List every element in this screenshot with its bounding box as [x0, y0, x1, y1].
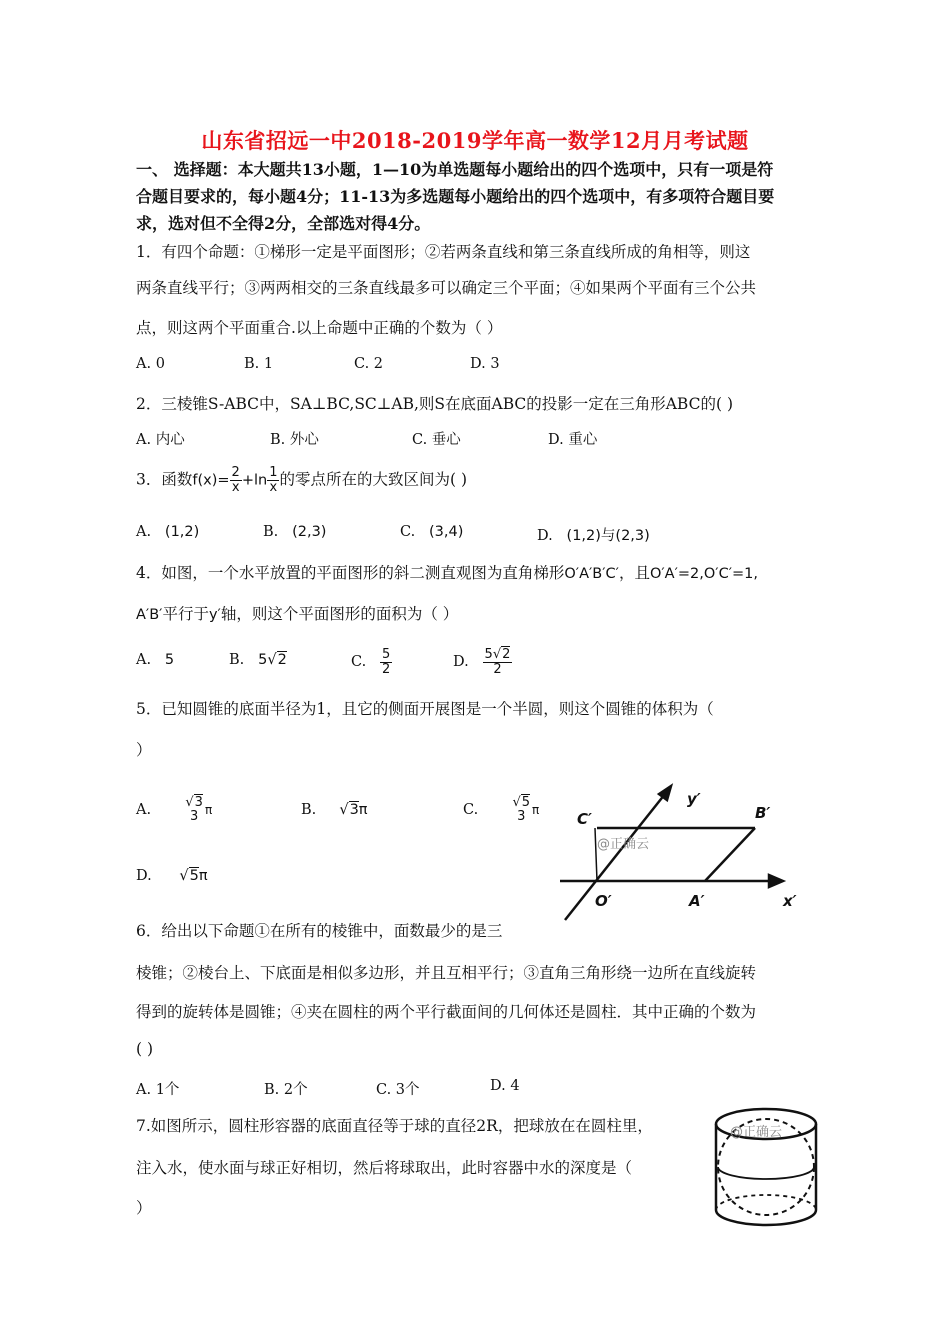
q4-option-a	[136, 652, 174, 668]
q4-option-a-label: A.	[136, 652, 152, 668]
q4-option-d-frac	[483, 648, 513, 677]
q5-line1: 5．已知圆锥的底面半径为1，且它的侧面开展图是一个半圆，则这个圆锥的体积为（	[136, 700, 714, 718]
q3-option-a-value: (1,2)	[164, 524, 200, 540]
q1-option-d: D. 3	[470, 356, 500, 372]
q3-option-d-value: (1,2)与(2,3)	[566, 528, 650, 544]
q3-option-c-value: (3,4)	[429, 524, 464, 540]
q4-option-c-num: 5	[382, 646, 391, 662]
q3-option-c	[400, 524, 463, 540]
edge-ba	[705, 828, 755, 881]
sqrt-icon: √	[339, 802, 349, 818]
q4-option-d-label: D.	[453, 654, 469, 670]
q3-line1	[136, 466, 467, 495]
q2-option-b: B. 外心	[270, 432, 319, 448]
q6-line2: 棱锥；②棱台上、下底面是相似多边形，并且互相平行；③直角三角形绕一边所在直线旋转	[136, 964, 757, 982]
sphere-equator	[718, 1167, 814, 1179]
label-b: B′	[755, 804, 771, 822]
q4-condition: O′A′=2,O′C′=1,	[649, 566, 758, 582]
q5-option-a-frac	[183, 796, 205, 824]
label-a: A′	[689, 892, 705, 910]
figure-trapezoid	[555, 780, 815, 930]
q4-option-c-den: 2	[382, 661, 391, 677]
watermark-2: @正确云	[730, 1125, 783, 1140]
q5-option-b-root: 3	[349, 802, 359, 818]
q4-option-d-num-coef: 5	[484, 646, 493, 662]
q5-option-c-num: √5	[512, 795, 531, 810]
q5-option-c-pi: π	[532, 803, 540, 817]
q4-line1-mid: ，且	[618, 564, 650, 582]
q5-option-b	[301, 796, 368, 818]
q5-option-a-root: 3	[194, 795, 203, 810]
q1-option-a: A. 0	[136, 356, 165, 372]
q4-option-b-value: 5	[258, 652, 268, 668]
q3-plus-ln: +ln	[241, 472, 268, 489]
q7-line3: ）	[136, 1199, 152, 1217]
q4-line2-text: 平行于	[162, 605, 209, 623]
page-title: 山东省招远一中2018-2019学年高一数学12月月考试题	[201, 128, 749, 153]
q4-option-d-num: 5√2	[484, 646, 511, 662]
q5-option-d-pi: π	[198, 868, 208, 884]
label-x: x′	[783, 892, 797, 910]
q7-line1: 7.如图所示，圆柱形容器的底面直径等于球的直径2R，把球放在在圆柱里，	[136, 1117, 653, 1135]
q1-line3: 点，则这两个平面重合.以上命题中正确的个数为（ ）	[136, 319, 503, 337]
q4-segment-ab: A′B′	[136, 607, 163, 623]
q6-option-b: B. 2个	[264, 1082, 308, 1098]
q3-frac1-den: x	[231, 480, 240, 495]
q5-option-b-pi: π	[358, 802, 368, 818]
q5-option-a-pi: π	[204, 803, 213, 817]
q3-option-a	[136, 524, 199, 540]
q3-frac1-num: 2	[231, 465, 240, 480]
q5-option-a	[136, 776, 212, 824]
q4-trapezoid: O′A′B′C′	[564, 566, 619, 582]
q6-line3: 得到的旋转体是圆锥；④夹在圆柱的两个平行截面间的几何体还是圆柱．其中正确的个数为	[136, 1003, 757, 1021]
q4-option-c-label: C.	[351, 654, 367, 670]
figure-cylinder-sphere	[706, 1100, 826, 1235]
q3-option-d	[537, 524, 650, 545]
q1-option-c: C. 2	[354, 356, 384, 372]
q4-option-b-root: 2	[277, 652, 287, 668]
q3-frac2-den: x	[269, 480, 278, 495]
q5-option-c-den: 3	[517, 809, 526, 824]
q3-option-c-label: C.	[400, 524, 416, 540]
q4-option-d	[453, 636, 512, 677]
cylinder-bottom-front	[716, 1210, 816, 1225]
q6-option-c: C. 3个	[376, 1082, 420, 1098]
q5-option-a-den: 3	[190, 809, 199, 824]
q4-line1-text: 4．如图，一个水平放置的平面图形的斜二测直观图为直角梯形	[136, 564, 565, 582]
q6-line4: ( )	[136, 1040, 154, 1058]
q7-line2: 注入水，使水面与球正好相切，然后将球取出，此时容器中水的深度是（	[136, 1159, 633, 1177]
section-header-line1: 一、 选择题：本大题共13小题，1—10为单选题每小题给出的四个选项中，只有一项是符	[136, 160, 774, 179]
q4-option-c-frac	[380, 648, 392, 677]
q1-option-b: B. 1	[244, 356, 274, 372]
q4-option-c	[351, 636, 392, 677]
sqrt-icon: √	[179, 868, 189, 884]
q4-line2-end: 轴，则这个平面图形的面积为（ ）	[220, 605, 459, 623]
q6-option-d: D. 4	[490, 1078, 520, 1094]
q4-option-d-den: 2	[493, 661, 502, 677]
q3-option-b-label: B.	[263, 524, 279, 540]
q1-line2: 两条直线平行；③两两相交的三条直线最多可以确定三个平面；④如果两个平面有三个公共	[136, 279, 757, 297]
q4-line1	[136, 561, 758, 583]
label-o: O′	[595, 892, 612, 910]
q5-option-c	[463, 776, 539, 824]
q3-option-a-label: A.	[136, 524, 152, 540]
q5-option-c-label: C.	[463, 802, 479, 818]
q2-option-c: C. 垂心	[412, 432, 461, 448]
q6-line1: 6．给出以下命题①在所有的棱锥中，面数最少的是三	[136, 922, 503, 940]
q6-option-a: A. 1个	[136, 1082, 180, 1098]
q3-frac1	[230, 466, 242, 495]
q4-option-a-value: 5	[164, 652, 175, 668]
q5-option-b-label: B.	[301, 802, 317, 818]
x-axis-arrow-icon	[769, 875, 783, 887]
q3-prefix: 3．函数	[136, 470, 193, 489]
q3-suffix: 的零点所在的大致区间为( )	[279, 470, 467, 489]
sqrt-icon: √	[267, 652, 277, 668]
q5-option-a-num: √3	[185, 795, 203, 810]
q4-option-d-num-root: 2	[502, 646, 511, 662]
q5-option-d-root: 5	[189, 868, 199, 884]
q3-option-d-label: D.	[537, 528, 553, 544]
q2-option-d: D. 重心	[548, 432, 598, 448]
q5-line2: ）	[136, 741, 152, 759]
q3-frac2	[267, 466, 279, 495]
q5-option-d	[136, 862, 208, 884]
q5-option-c-root: 5	[521, 795, 531, 810]
section-header-line2: 合题目要求的，每小题4分；11-13为多选题每小题给出的四个选项中，有多项符合题目要	[136, 187, 775, 206]
q4-option-b-label: B.	[229, 652, 245, 668]
q3-option-b	[263, 524, 326, 540]
q1-line1: 1．有四个命题：①梯形一定是平面图形；②若两条直线和第三条直线所成的角相等，则这	[136, 243, 751, 261]
q5-option-d-label: D.	[136, 868, 152, 884]
q5-option-c-frac	[510, 796, 532, 824]
section-header-line3: 求，选对但不全得2分，全部选对得4分。	[136, 214, 431, 233]
label-c: C′	[577, 810, 592, 828]
q5-option-a-label: A.	[136, 802, 152, 818]
q2-option-a: A. 内心	[136, 432, 185, 448]
cylinder-bottom-back	[716, 1195, 816, 1210]
q3-option-b-value: (2,3)	[292, 524, 327, 540]
watermark-1: @正确云	[597, 837, 650, 852]
q3-frac2-num: 1	[269, 465, 278, 480]
q2-line1: 2．三棱锥S-ABC中，SA⊥BC,SC⊥AB,则S在底面ABC的投影一定在三角形ABC的( )	[136, 395, 733, 413]
label-y: y′	[687, 790, 701, 808]
q4-yaxis: y′	[208, 607, 221, 623]
edge-oc	[595, 828, 597, 881]
q4-option-b	[229, 652, 287, 668]
q3-func-lhs: f(x)=	[192, 472, 230, 489]
q4-line2	[136, 602, 458, 624]
